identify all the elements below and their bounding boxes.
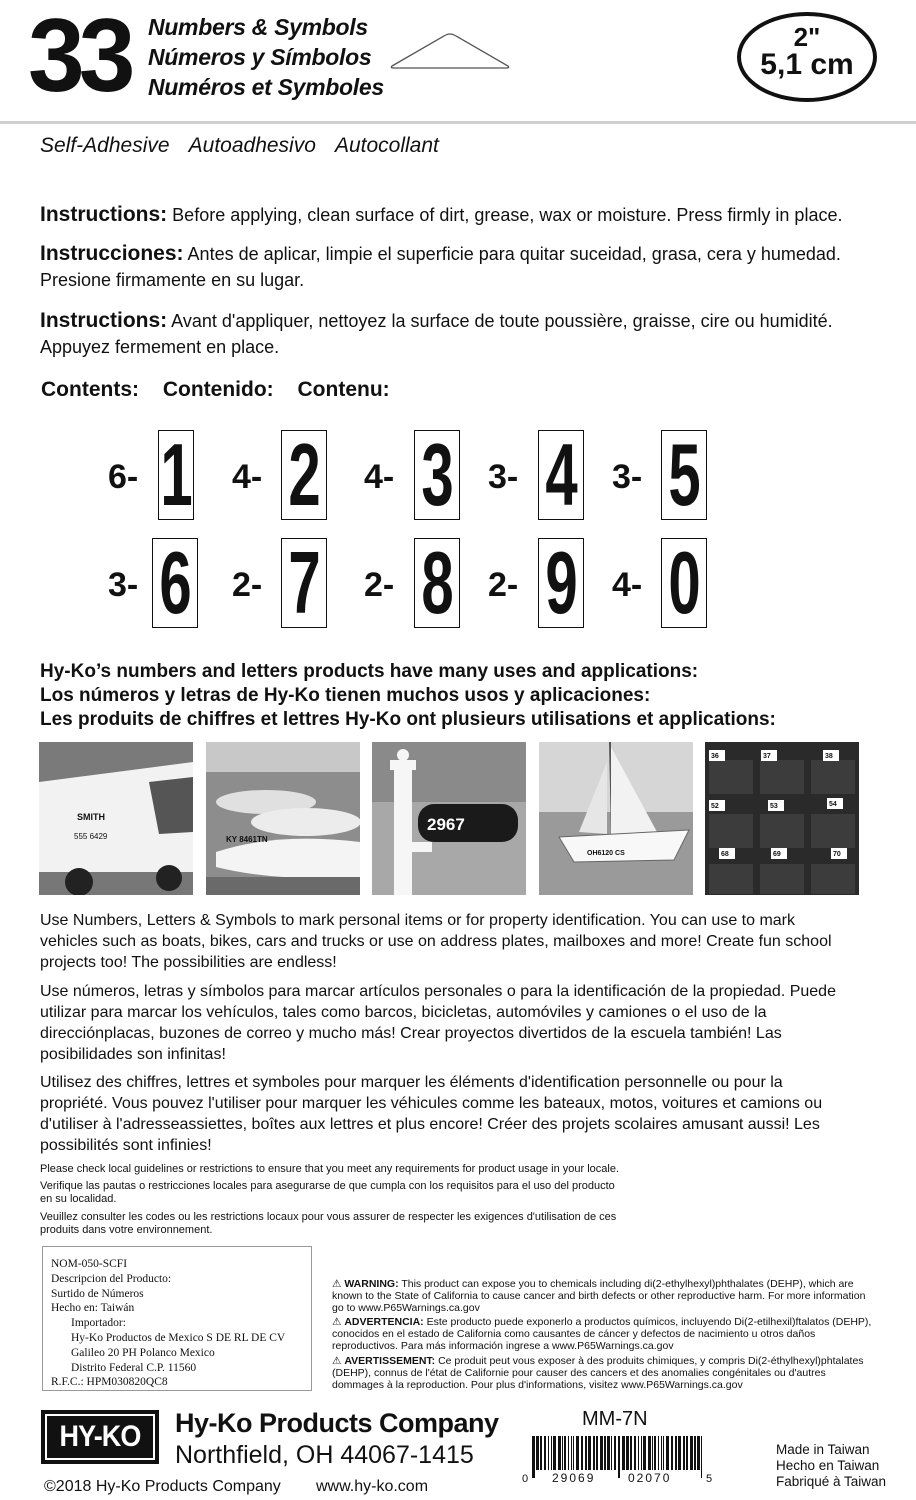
barcode-bar [634, 1436, 636, 1470]
instructions-es [40, 241, 880, 293]
bin-label: 68 [721, 851, 729, 858]
size-cm: 5,1 cm [760, 48, 854, 81]
barcode-bar [643, 1436, 646, 1470]
bin-label: 69 [773, 851, 781, 858]
bin-label: 38 [825, 753, 833, 760]
mailbox-number: 2967 [427, 815, 465, 834]
size-badge [737, 12, 877, 102]
warning-en [332, 1278, 872, 1314]
made-in-fr: Fabriqué à Taiwan [776, 1474, 887, 1489]
nom-line: Descripcion del Producto: [51, 1272, 172, 1285]
digit-qty: 2- [232, 566, 263, 604]
bin-label: 54 [829, 801, 837, 808]
title-en: Numbers & Symbols [148, 14, 368, 40]
digit-tile [414, 538, 460, 628]
divider [0, 121, 916, 124]
nom-line: Galileo 20 PH Polanco Mexico [71, 1346, 215, 1359]
adhesive-es: Autoadhesivo [188, 134, 316, 157]
digit-tile [538, 430, 584, 520]
barcode-bar [614, 1436, 616, 1470]
count-33: 33 [28, 0, 130, 114]
size-inches: 2" [793, 22, 821, 52]
model-number: MM-7N [582, 1408, 648, 1430]
barcode-digit: 0 [522, 1473, 529, 1484]
barcode-bar [576, 1436, 579, 1470]
nom-line: Hy-Ko Productos de Mexico S DE RL DE CV [71, 1331, 286, 1344]
title-es: Números y Símbolos [148, 44, 372, 70]
made-in-en: Made in Taiwan [776, 1442, 870, 1457]
photo-jetski [206, 742, 360, 895]
instructions-label: Instructions: [40, 309, 168, 332]
digit-glyph: 9 [544, 538, 578, 628]
instructions-text: Antes de aplicar, limpie el superficie para quitar suceidad, grasa, cera y humedad. Presione firmamente en su lugar. [40, 244, 841, 290]
title-fr: Numéros et Symboles [148, 74, 384, 100]
barcode-bar [564, 1436, 566, 1470]
barcode-bar [661, 1436, 662, 1470]
warning-icon: ⚠ [332, 1278, 342, 1290]
barcode-bar [626, 1436, 629, 1470]
barcode-digit: 02070 [628, 1471, 672, 1484]
uses-paragraph-fr: Utilisez des chiffres, lettres et symboles pour marquer les éléments d'identification personnelle ou pour la propriété. Vous pouvez l'utiliser pour marquer les véhicules comme les bateaux, motos, voitures et camions ou d'utiliser à l'adresseassiettes, boîtes aux lettres et plus encore! Créer des projets scolaires amusant aussi! Les possibilités sont infinies! [40, 1074, 823, 1154]
company-name: Hy-Ko Products Company [175, 1408, 499, 1438]
contents-heading [41, 378, 408, 402]
photo-mailbox [372, 742, 526, 895]
digit-tile [281, 430, 327, 520]
barcode-bar [573, 1436, 574, 1470]
photo-sailboat [539, 742, 693, 895]
hyko-logo [41, 1410, 159, 1464]
adhesive-fr: Autocollant [334, 134, 439, 157]
barcode-bar [686, 1436, 688, 1470]
barcode-bar [694, 1436, 696, 1470]
barcode-bar [588, 1436, 591, 1470]
barcode-bar [540, 1436, 542, 1470]
barcode-bar [571, 1436, 572, 1470]
barcode-bar [648, 1436, 651, 1470]
barcode-bar [585, 1436, 587, 1470]
adhesive-line [40, 134, 453, 158]
note-es: Verifique las pautas o restricciones locales para asegurarse de que cumpla con los requisitos para el uso del producto en su localidad. [40, 1180, 615, 1205]
barcode-bar [630, 1436, 632, 1470]
barcode-bar [532, 1436, 535, 1478]
digit-qty: 3- [488, 458, 519, 496]
warning-label: WARNING: [344, 1278, 399, 1290]
warning-text: Ce produit peut vous exposer à des produits chimiques, y compris Di(2-éthylhexyl)phtalates (DEHP), connus de l'état de Californie pour causer des cancers et des anomalies congénitales ou d'autres dommages à la reproduction. Pour plus d'informations, visitez www.P65Warnings.ca.gov [332, 1355, 864, 1391]
instructions-fr [40, 308, 880, 360]
warning-text: This product can expose you to chemicals including di(2-ethylhexyl)phthalates (DEHP), which are known to the State of California to cause cancer and birth defects or other reproductive harm. For more information go to www.P65Warnings.ca.gov [332, 1278, 866, 1314]
barcode-bar [654, 1436, 656, 1470]
barcode-bar [697, 1436, 700, 1470]
uses-heading-fr: Les produits de chiffres et lettres Hy-Ko ont plusieurs utilisations et applications: [40, 709, 776, 730]
warning-label: AVERTISSEMENT: [344, 1355, 436, 1367]
digit-qty: 3- [108, 566, 139, 604]
warning-icon: ⚠ [332, 1316, 342, 1328]
van-phone: 555 6429 [74, 832, 108, 841]
instructions-en [40, 202, 880, 228]
digit-qty: 6- [108, 458, 139, 496]
barcode-bar [641, 1436, 642, 1470]
digit-qty: 3- [612, 458, 643, 496]
bin-label: 37 [763, 753, 771, 760]
barcode-bar [562, 1436, 563, 1470]
barcode-bar [663, 1436, 664, 1470]
digit-tile [661, 538, 707, 628]
nom-line: R.F.C.: HPM030820QC8 [51, 1376, 168, 1389]
nom-line: Surtido de Números [51, 1287, 144, 1300]
bin-label: 53 [770, 803, 778, 810]
barcode-bar [658, 1436, 659, 1470]
uses-paragraph-es: Use números, letras y símbolos para marcar artículos personales o para la identificación de la propiedad. Puede utilizar para marcar los vehículos, tales como barcos, bicicletas, automóviles y camiones o el uso de la direcciónplacas, buzones de correo y mucho más! Crear proyectos divertidos de la escuela también! Las posibilidades son infinitas! [40, 983, 836, 1063]
nom-line: Distrito Federal C.P. 11560 [71, 1361, 197, 1374]
barcode-bar [593, 1436, 595, 1470]
copyright: ©2018 Hy-Ko Products Company [44, 1478, 281, 1495]
digit-glyph: 8 [420, 538, 454, 628]
digit-glyph: 4 [544, 430, 578, 520]
digit-glyph: 6 [158, 538, 192, 628]
barcode-bar [675, 1436, 677, 1470]
nom-import-box [42, 1246, 312, 1391]
barcode-bar [638, 1436, 639, 1470]
barcode-bar [553, 1436, 556, 1470]
barcode-bar [551, 1436, 552, 1470]
warning-es [332, 1316, 872, 1352]
note-fr: Veuillez consulter les codes ou les restrictions locaux pour vous assurer de respecter les exigences d'utilisation de ces produits dans votre environnement. [40, 1211, 617, 1236]
adhesive-en: Self-Adhesive [40, 134, 170, 157]
instructions-label: Instrucciones: [40, 242, 184, 265]
barcode-bar [548, 1436, 549, 1470]
digit-qty: 4- [612, 566, 643, 604]
barcode-bar [600, 1436, 603, 1470]
bin-label: 52 [711, 803, 719, 810]
contents-es: Contenido: [162, 378, 274, 401]
company-address: Northfield, OH 44067-1415 [175, 1441, 474, 1469]
uses-paragraph-en: Use Numbers, Letters & Symbols to mark personal items or for property identification. You can use to mark vehicles such as boats, bikes, cars and trucks or use on address plates, mailboxes and more! Create fun school projects too! The possibilities are endless! [40, 912, 832, 971]
instructions-label: Instructions: [40, 203, 168, 226]
digit-glyph: 7 [287, 538, 321, 628]
digit-glyph: 5 [667, 430, 701, 520]
barcode-bar [581, 1436, 583, 1470]
barcode-bar [622, 1436, 625, 1470]
digit-tile [661, 430, 707, 520]
bin-label: 70 [833, 851, 841, 858]
digit-glyph: 3 [420, 430, 454, 520]
digit-qty: 2- [488, 566, 519, 604]
warning-icon: ⚠ [332, 1355, 342, 1367]
instructions-text: Avant d'appliquer, nettoyez la surface de toute poussière, graisse, cire ou humidité. Appuyez fermement en place. [40, 311, 833, 357]
barcode-bar [568, 1436, 569, 1470]
digit-tile [281, 538, 327, 628]
barcode-bar [544, 1436, 546, 1470]
barcode-bar [596, 1436, 598, 1470]
barcode-digit: 5 [706, 1473, 713, 1484]
contents-en: Contents: [41, 378, 139, 401]
uses-heading-es: Los números y letras de Hy-Ko tienen muchos usos y aplicaciones: [40, 685, 651, 706]
digit-tile [414, 430, 460, 520]
made-in-es: Hecho en Taiwan [776, 1458, 880, 1473]
digit-qty: 2- [364, 566, 395, 604]
digit-glyph: 1 [159, 430, 193, 520]
barcode-bar [536, 1436, 539, 1470]
van-name: SMITH [77, 812, 105, 822]
hang-hole-icon [388, 30, 512, 70]
warning-fr [332, 1355, 872, 1391]
instructions-text: Before applying, clean surface of dirt, grease, wax or moisture. Press firmly in place. [167, 205, 843, 225]
boat-reg: OH6120 CS [587, 850, 625, 857]
note-en: Please check local guidelines or restrictions to ensure that you meet any requirements for product usage in your locale. [40, 1163, 620, 1175]
barcode-bar [690, 1436, 693, 1470]
nom-line: NOM-050-SCFI [51, 1258, 128, 1270]
barcode-bar [683, 1436, 685, 1470]
barcode-bar [652, 1436, 653, 1470]
barcode-bar [604, 1436, 606, 1470]
uses-heading-en: Hy-Ko’s numbers and letters products have many uses and applications: [40, 661, 699, 682]
barcode-bar [678, 1436, 681, 1470]
barcode-bar [611, 1436, 612, 1470]
photo-van [39, 742, 193, 895]
digit-qty: 4- [364, 458, 395, 496]
logo-text: HY-KO [59, 1420, 141, 1453]
made-in [776, 1442, 886, 1490]
barcode-digit: 29069 [552, 1471, 596, 1484]
nom-line: Hecho en: Taiwán [51, 1302, 135, 1315]
barcode [520, 1434, 720, 1484]
digit-glyph: 2 [287, 430, 321, 520]
warning-label: ADVERTENCIA: [344, 1316, 424, 1328]
digit-qty: 4- [232, 458, 263, 496]
jetski-reg: KY 8461TN [226, 835, 268, 844]
bin-label: 36 [711, 753, 719, 760]
digit-glyph: 0 [667, 538, 701, 628]
barcode-bar [701, 1436, 702, 1478]
contents-fr: Contenu: [297, 378, 390, 401]
digit-tile [158, 430, 194, 520]
photo-bins [705, 742, 859, 895]
barcode-bar [618, 1436, 620, 1478]
barcode-bar [671, 1436, 673, 1470]
website[interactable]: www.hy-ko.com [316, 1478, 429, 1495]
nom-line: Importador: [71, 1317, 126, 1330]
barcode-bar [607, 1436, 610, 1470]
barcode-bar [666, 1436, 669, 1470]
digit-tile [152, 538, 198, 628]
warning-text: Este producto puede exponerlo a productos químicos, incluyendo Di(2-etilhexil)ftalatos (DEHP), conocidos en el estado de California como causantes de cáncer y defectos de nacimiento u otros daños reproductivos. Para más información ingrese a www.P65Warnings.ca.gov [332, 1316, 872, 1352]
barcode-bar [558, 1436, 561, 1470]
digit-tile [538, 538, 584, 628]
